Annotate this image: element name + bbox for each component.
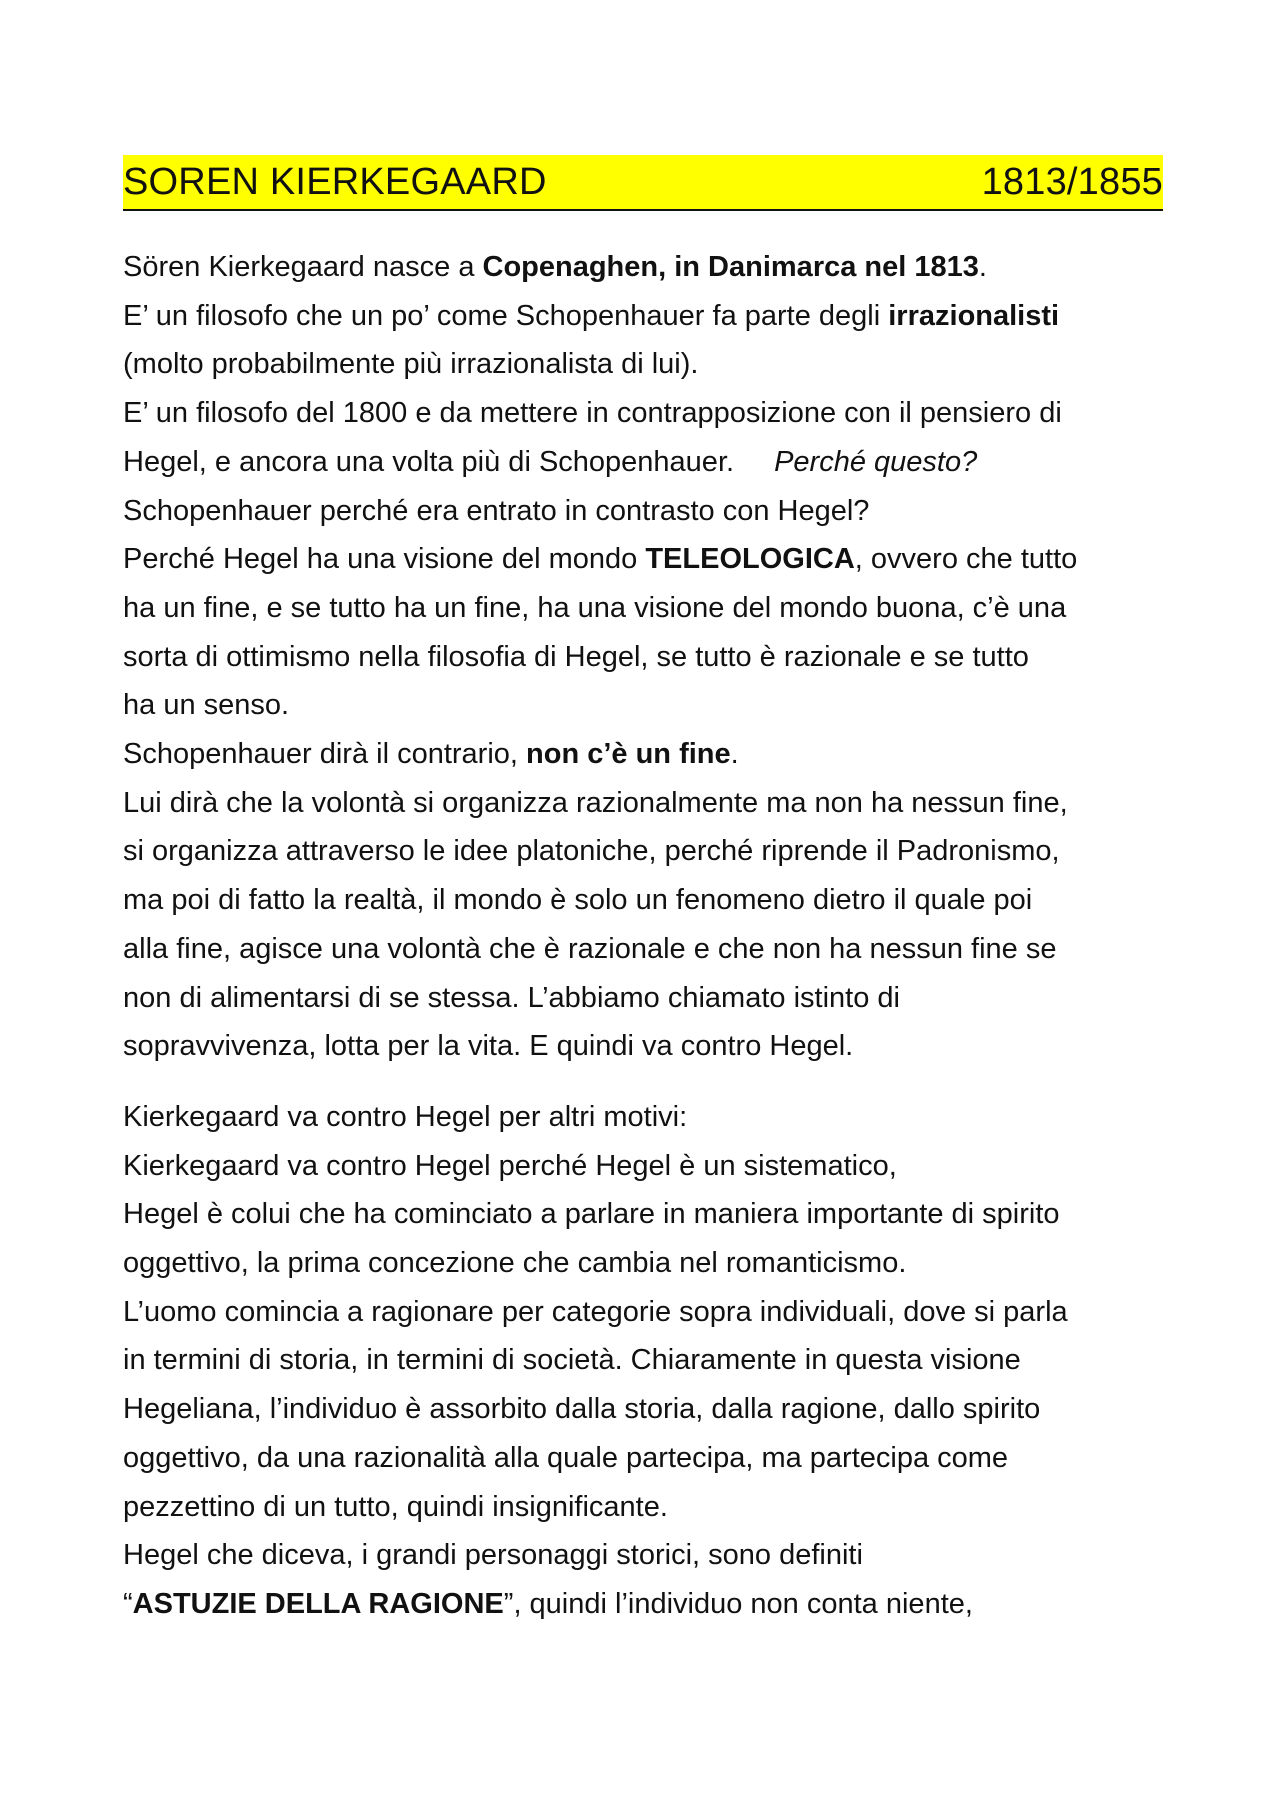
text-line: Sören Kierkegaard nasce a Copenaghen, in Danimarca nel 1813. xyxy=(123,251,987,283)
text-line: ha un senso. xyxy=(123,689,290,722)
text-line: sopravvivenza, lotta per la vita. E quindi va contro Hegel. xyxy=(123,1030,854,1063)
text-line: Schopenhauer dirà il contrario, non c’è un fine. xyxy=(123,738,739,771)
text-line: E’ un filosofo che un po’ come Schopenhauer fa parte degli irrazionalisti xyxy=(123,299,1060,332)
text-line: si organizza attraverso le idee platoniche, perché riprende il Padronismo, xyxy=(123,835,1060,868)
document-years: 1813/1855 xyxy=(981,161,1163,203)
text-line: (molto probabilmente più irrazionalista di lui). xyxy=(123,348,699,381)
text-line: sorta di ottimismo nella filosofia di Hegel, se tutto è razionale e se tutto xyxy=(123,640,1029,673)
text-line: alla fine, agisce una volontà che è razionale e che non ha nessun fine se xyxy=(123,932,1057,965)
text-line: Lui dirà che la volontà si organizza razionalmente ma non ha nessun fine, xyxy=(123,786,1068,819)
paragraph-gap xyxy=(123,1071,1173,1093)
body-text xyxy=(123,243,1173,1629)
text-line: non di alimentarsi di se stessa. L’abbiamo chiamato istinto di xyxy=(123,981,900,1014)
text-line: Hegeliana, l’individuo è assorbito dalla storia, dalla ragione, dallo spirito xyxy=(123,1393,1041,1426)
document-title: SOREN KIERKEGAARD xyxy=(123,161,547,203)
text-line: Hegel è colui che ha cominciato a parlare in maniera importante di spirito xyxy=(123,1198,1060,1231)
text-line: E’ un filosofo del 1800 e da mettere in contrapposizione con il pensiero di xyxy=(123,397,1062,430)
text-line: ha un fine, e se tutto ha un fine, ha una visione del mondo buona, c’è una xyxy=(123,591,1067,624)
text-line: L’uomo comincia a ragionare per categorie sopra individuali, dove si parla xyxy=(123,1295,1068,1328)
text-line: Hegel, e ancora una volta più di Schopenhauer. Perché questo? xyxy=(123,445,978,478)
text-line: Hegel che diceva, i grandi personaggi storici, sono definiti xyxy=(123,1539,863,1572)
text-line: Schopenhauer perché era entrato in contrasto con Hegel? xyxy=(123,494,870,527)
text-line: oggettivo, da una razionalità alla quale partecipa, ma partecipa come xyxy=(123,1441,1009,1474)
text-line: pezzettino di un tutto, quindi insignificante. xyxy=(123,1490,668,1523)
text-line: Kierkegaard va contro Hegel per altri motivi: xyxy=(123,1100,688,1133)
title-bar xyxy=(123,155,1163,211)
text-line: in termini di storia, in termini di società. Chiaramente in questa visione xyxy=(123,1344,1021,1377)
text-line: ma poi di fatto la realtà, il mondo è solo un fenomeno dietro il quale poi xyxy=(123,884,1033,917)
text-line: Kierkegaard va contro Hegel perché Hegel è un sistematico, xyxy=(123,1149,897,1182)
text-line: “ASTUZIE DELLA RAGIONE”, quindi l’individuo non conta niente, xyxy=(123,1587,973,1620)
text-line: Perché Hegel ha una visione del mondo TELEOLOGICA, ovvero che tutto xyxy=(123,543,1078,576)
text-line: oggettivo, la prima concezione che cambia nel romanticismo. xyxy=(123,1247,907,1280)
